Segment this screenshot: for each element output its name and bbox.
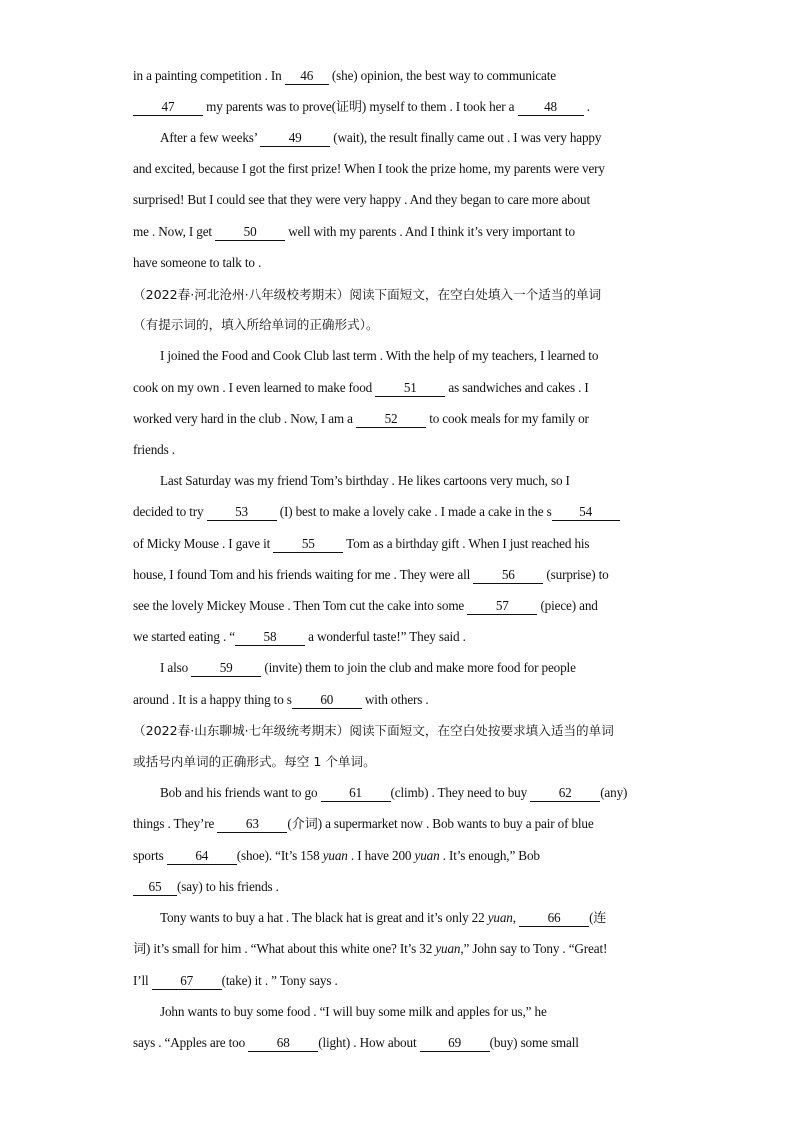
- text-span: (piece) and: [537, 598, 598, 613]
- text-span: 词) it’s small for him . “What about this white one? It’s 32: [133, 941, 436, 956]
- section-heading: [133, 316, 379, 334]
- text-span: (buy) some small: [489, 1035, 579, 1050]
- text-line: [160, 659, 576, 677]
- text-span: (take) it . ” Tony says .: [221, 973, 338, 988]
- text-span: ,” John say to Tony . “Great!: [460, 941, 608, 956]
- text-span: well with my parents . And I think it’s very important to: [285, 224, 575, 239]
- answer-blank[interactable]: 66: [519, 911, 589, 927]
- text-span: . It’s enough,” Bob: [439, 848, 540, 863]
- text-span: Tony wants to buy a hat . The black hat is great and it’s only 22: [160, 910, 488, 925]
- text-span: Last Saturday was my friend Tom’s birthday . He likes cartoons very much, so I: [160, 473, 570, 488]
- answer-blank[interactable]: 58: [235, 630, 305, 646]
- text-span: After a few weeks’: [160, 130, 261, 145]
- text-line: [133, 160, 605, 178]
- answer-blank[interactable]: 69: [420, 1036, 490, 1052]
- text-span: surprised! But I could see that they were very happy . And they began to care more about: [133, 192, 591, 207]
- text-span: house, I found Tom and his friends waiting for me . They were all: [133, 567, 474, 582]
- text-span: I also: [160, 660, 192, 675]
- text-span: have someone to talk to .: [133, 255, 262, 270]
- text-span: (invite) them to join the club and make more food for people: [261, 660, 576, 675]
- answer-blank[interactable]: 65: [133, 880, 177, 896]
- text-span: I’ll: [133, 973, 152, 988]
- answer-blank[interactable]: 61: [321, 786, 391, 802]
- text-span: a wonderful taste!” They said .: [304, 629, 466, 644]
- text-line: [133, 410, 589, 428]
- text-span: decided to try: [133, 504, 207, 519]
- text-line: [160, 784, 627, 802]
- answer-blank[interactable]: 67: [152, 974, 222, 990]
- answer-blank[interactable]: 51: [375, 381, 445, 397]
- answer-blank[interactable]: 46: [285, 69, 329, 85]
- text-line: [160, 347, 598, 365]
- text-span: and excited, because I got the first prize! When I took the prize home, my parents were very: [133, 161, 605, 176]
- text-span: (wait), the result finally came out . I was very happy: [330, 130, 602, 145]
- text-span: see the lovely Mickey Mouse . Then Tom cut the cake into some: [133, 598, 468, 613]
- answer-blank[interactable]: 56: [473, 568, 543, 584]
- text-span: (say) to his friends .: [177, 879, 279, 894]
- text-span: of Micky Mouse . I gave it: [133, 536, 274, 551]
- text-line: [133, 1034, 579, 1052]
- text-span: (连: [589, 910, 607, 925]
- answer-blank[interactable]: 59: [191, 661, 261, 677]
- text-line: [160, 472, 570, 490]
- answer-blank[interactable]: 68: [248, 1036, 318, 1052]
- text-span: with others .: [361, 692, 429, 707]
- section-heading: [133, 722, 614, 740]
- text-line: [133, 597, 598, 615]
- text-line: [160, 909, 606, 927]
- answer-blank[interactable]: 60: [292, 693, 362, 709]
- text-span: (light) . How about: [318, 1035, 420, 1050]
- text-span: in a painting competition . In: [133, 68, 285, 83]
- text-span: 或括号内单词的正确形式。每空 1 个单词。: [133, 754, 376, 769]
- text-span: (shoe). “It’s 158: [236, 848, 323, 863]
- text-line: [133, 191, 590, 209]
- text-span: around . It is a happy thing to s: [133, 692, 292, 707]
- text-span: ,: [512, 910, 520, 925]
- text-line: [160, 129, 601, 147]
- answer-blank[interactable]: 62: [530, 786, 600, 802]
- text-line: [133, 98, 590, 116]
- text-span: (any): [600, 785, 628, 800]
- answer-blank[interactable]: 54: [552, 505, 620, 521]
- text-span: says . “Apples are too: [133, 1035, 249, 1050]
- text-line: [133, 878, 279, 896]
- text-line: [133, 815, 594, 833]
- answer-blank[interactable]: 50: [215, 225, 285, 241]
- answer-blank[interactable]: 48: [518, 100, 584, 116]
- text-span: me . Now, I get: [133, 224, 216, 239]
- italic-word: yuan: [414, 848, 440, 863]
- text-span: sports: [133, 848, 167, 863]
- text-span: (she) opinion, the best way to communicate: [328, 68, 556, 83]
- italic-word: yuan: [487, 910, 513, 925]
- text-line: [133, 441, 175, 459]
- text-line: [133, 972, 338, 990]
- text-line: [133, 628, 466, 646]
- text-span: friends .: [133, 442, 175, 457]
- text-line: [133, 67, 556, 85]
- text-line: [133, 379, 589, 397]
- text-line: [133, 503, 620, 521]
- answer-blank[interactable]: 47: [133, 100, 203, 116]
- answer-blank[interactable]: 64: [167, 849, 237, 865]
- answer-blank[interactable]: 57: [467, 599, 537, 615]
- text-span: my parents was to prove(证明) myself to them . I took her a: [203, 99, 518, 114]
- text-span: （2022春·河北沧州·八年级校考期末）阅读下面短文，在空白处填入一个适当的单词: [133, 287, 602, 302]
- text-line: [133, 566, 609, 584]
- text-span: to cook meals for my family or: [426, 411, 589, 426]
- text-line: [133, 535, 589, 553]
- section-heading: [133, 753, 376, 771]
- section-heading: [133, 286, 601, 304]
- text-line: [133, 254, 261, 272]
- text-line: [133, 940, 607, 958]
- text-span: (surprise) to: [543, 567, 609, 582]
- text-span: （有提示词的，填入所给单词的正确形式）。: [133, 317, 379, 332]
- text-line: [133, 223, 575, 241]
- answer-blank[interactable]: 55: [273, 537, 343, 553]
- text-span: I joined the Food and Cook Club last term . With the help of my teachers, I learned to: [160, 348, 599, 363]
- text-span: cook on my own . I even learned to make food: [133, 380, 376, 395]
- answer-blank[interactable]: 63: [217, 817, 287, 833]
- answer-blank[interactable]: 52: [356, 412, 426, 428]
- text-span: (介词) a supermarket now . Bob wants to buy a pair of blue: [287, 816, 594, 831]
- text-span: we started eating . “: [133, 629, 235, 644]
- text-line: [133, 847, 540, 865]
- text-span: things . They’re: [133, 816, 218, 831]
- text-span: (I) best to make a lovely cake . I made a cake in the s: [276, 504, 552, 519]
- text-line: [160, 1003, 547, 1021]
- text-span: worked very hard in the club . Now, I am a: [133, 411, 357, 426]
- italic-word: yuan: [435, 941, 461, 956]
- text-span: （2022春·山东聊城·七年级统考期末）阅读下面短文，在空白处按要求填入适当的单词: [133, 723, 614, 738]
- text-line: [133, 691, 429, 709]
- text-span: (climb) . They need to buy: [390, 785, 531, 800]
- text-span: Tom as a birthday gift . When I just reached his: [343, 536, 590, 551]
- text-span: Bob and his friends want to go: [160, 785, 321, 800]
- text-span: John wants to buy some food . “I will buy some milk and apples for us,” he: [160, 1004, 547, 1019]
- answer-blank[interactable]: 49: [260, 131, 330, 147]
- text-span: . I have 200: [347, 848, 415, 863]
- italic-word: yuan: [322, 848, 348, 863]
- answer-blank[interactable]: 53: [207, 505, 277, 521]
- text-span: as sandwiches and cakes . I: [445, 380, 589, 395]
- text-span: .: [583, 99, 590, 114]
